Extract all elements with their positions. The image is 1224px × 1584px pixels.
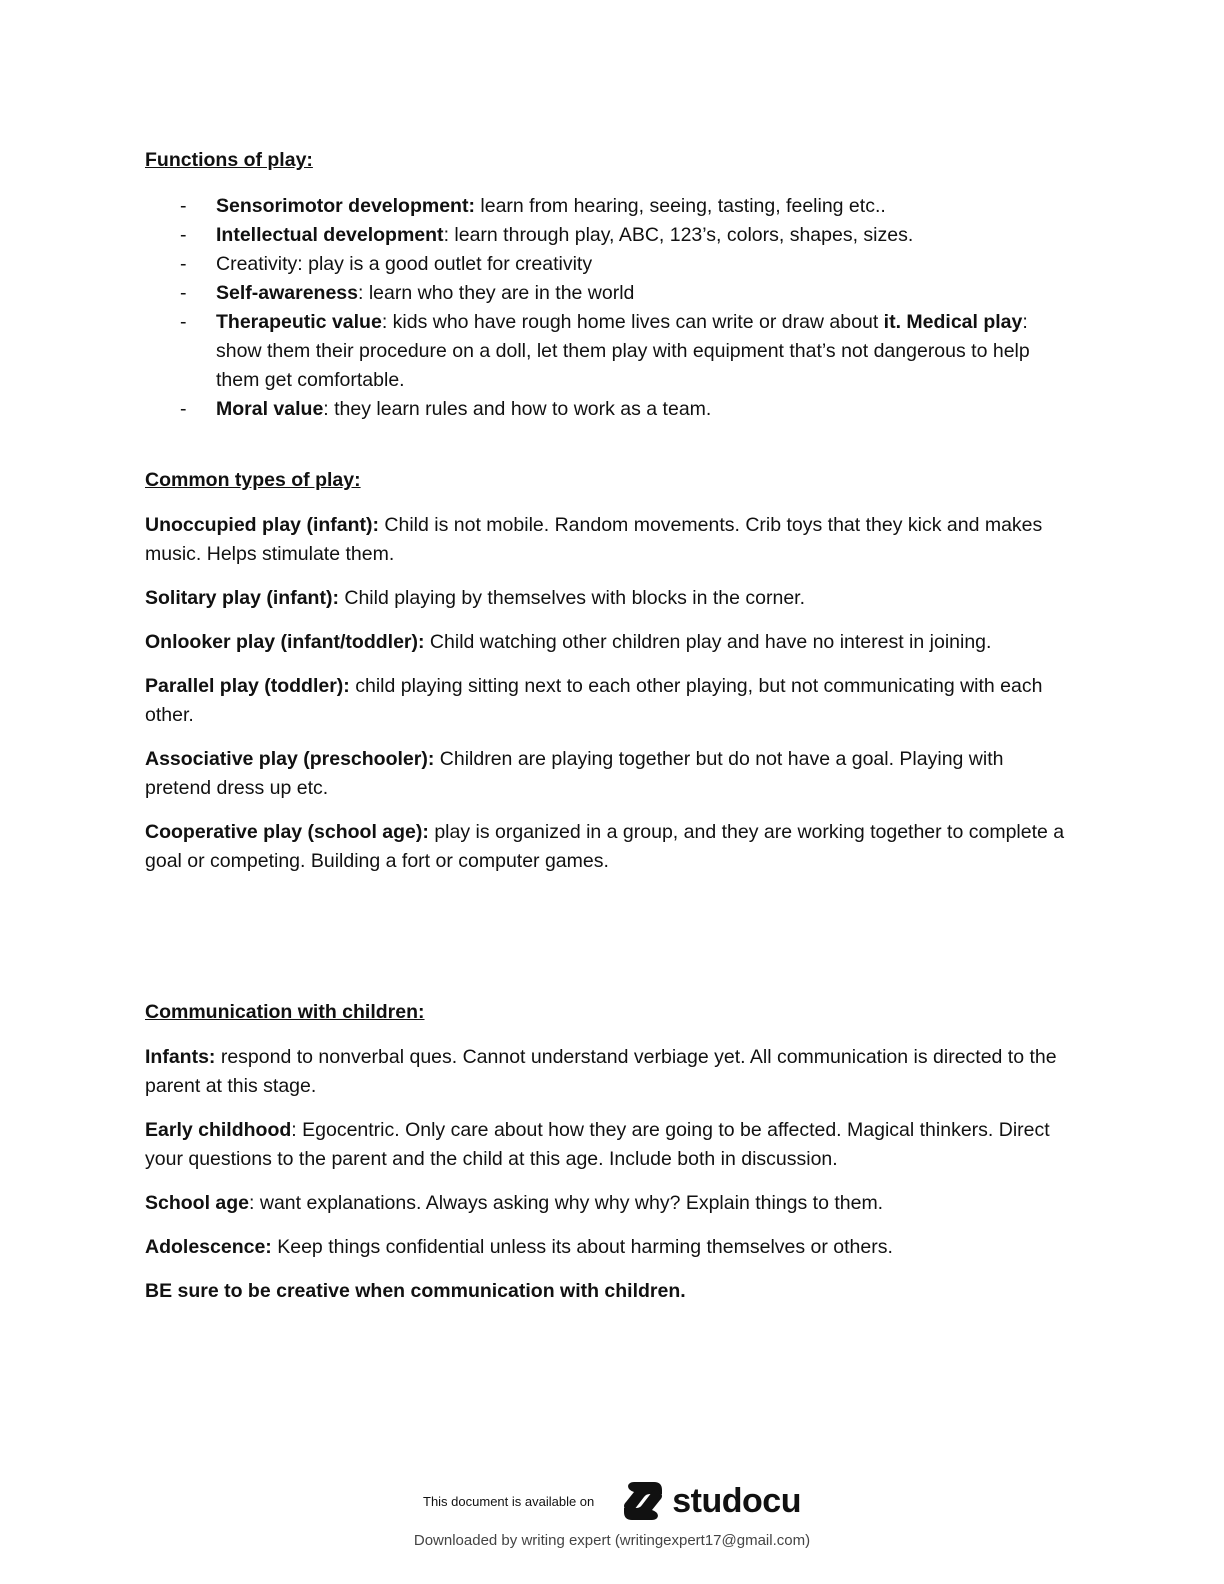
list-item	[145, 308, 1075, 395]
paragraph	[145, 1277, 1075, 1306]
paragraph	[145, 1116, 1075, 1174]
section-title-functions: Functions of play:	[145, 149, 313, 171]
list-item	[145, 395, 1075, 424]
paragraph	[145, 1043, 1075, 1101]
description: : learn who they are in the world	[358, 282, 635, 304]
section-title-communication: Communication with children:	[145, 1001, 425, 1023]
paragraph	[145, 745, 1075, 803]
description: Creativity: play is a good outlet for creativity	[216, 253, 593, 275]
term: Intellectual development	[216, 224, 444, 246]
description: : they learn rules and how to work as a team.	[323, 398, 712, 420]
term: Self-awareness	[216, 282, 358, 304]
paragraph	[145, 628, 1075, 657]
term: Infants:	[145, 1046, 216, 1068]
list-item	[145, 279, 1075, 308]
footer	[0, 1478, 1224, 1549]
term: Moral value	[216, 398, 324, 420]
available-on-text: This document is available on	[423, 1493, 595, 1509]
description: Children are playing together but do not have a goal. Playing with pretend dress up etc.	[145, 748, 1004, 799]
description: respond to nonverbal ques. Cannot understand verbiage yet. All communication is directed to the parent at this stage.	[145, 1046, 1057, 1097]
description: : kids who have rough home lives can write or draw about	[381, 311, 884, 333]
paragraph	[145, 1189, 1075, 1218]
bullet-dash: -	[180, 282, 187, 304]
term: Early childhood	[145, 1119, 292, 1141]
functions-list	[145, 192, 1075, 424]
term: Parallel play (toddler):	[145, 675, 350, 697]
bullet-dash: -	[180, 311, 187, 333]
description: : learn through play, ABC, 123’s, colors, shapes, sizes.	[443, 224, 914, 246]
description: : want explanations. Always asking why why why? Explain things to them.	[249, 1192, 884, 1214]
description: : Egocentric. Only care about how they are going to be affected. Magical thinkers. Direct your questions to the parent and the child at this age. Include both in discussion.	[145, 1119, 1050, 1170]
term: School age	[145, 1192, 250, 1214]
list-item	[145, 250, 1075, 279]
paragraph	[145, 511, 1075, 569]
paragraph	[145, 584, 1075, 613]
description: child playing sitting next to each other playing, but not communicating with each other.	[145, 675, 1043, 726]
term: BE sure to be creative when communication with children.	[145, 1280, 686, 1302]
studocu-logo-icon	[620, 1478, 666, 1524]
description: Child watching other children play and have no interest in joining.	[424, 631, 992, 653]
description: Keep things confidential unless its about harming themselves or others.	[271, 1236, 893, 1258]
term: Solitary play (infant):	[145, 587, 339, 609]
list-item	[145, 221, 1075, 250]
term: Unoccupied play (infant):	[145, 514, 379, 536]
term: Sensorimotor development:	[216, 195, 475, 217]
paragraph	[145, 672, 1075, 730]
term: Associative play (preschooler):	[145, 748, 435, 770]
paragraph	[145, 1233, 1075, 1262]
term: Therapeutic value	[216, 311, 382, 333]
description: Child is not mobile. Random movements. Crib toys that they kick and makes music. Helps stimulate them.	[145, 514, 1043, 565]
studocu-brand-name: studocu	[672, 1481, 801, 1520]
description: Child playing by themselves with blocks in the corner.	[338, 587, 805, 609]
bullet-dash: -	[180, 253, 187, 275]
paragraph	[145, 818, 1075, 876]
description-secondary: : show them their procedure on a doll, let them play with equipment that’s not dangerous to help them get comfortable.	[216, 311, 1030, 391]
list-item	[145, 192, 1075, 221]
bullet-dash: -	[180, 195, 187, 217]
bullet-dash: -	[180, 398, 187, 420]
footer-brand-row	[0, 1478, 1224, 1524]
term: Onlooker play (infant/toddler):	[145, 631, 425, 653]
term: Cooperative play (school age):	[145, 821, 429, 843]
description: play is organized in a group, and they are working together to complete a goal or competing. Building a fort or computer games.	[145, 821, 1065, 872]
section-title-types: Common types of play:	[145, 469, 361, 491]
term: Adolescence:	[145, 1236, 272, 1258]
studocu-brand-link[interactable]	[620, 1478, 801, 1524]
bullet-dash: -	[180, 224, 187, 246]
description: learn from hearing, seeing, tasting, feeling etc..	[474, 195, 886, 217]
document-body	[145, 146, 1075, 1321]
downloaded-by-text: Downloaded by writing expert (writingexpert17@gmail.com)	[413, 1532, 811, 1549]
term-secondary: it. Medical play	[883, 311, 1023, 333]
